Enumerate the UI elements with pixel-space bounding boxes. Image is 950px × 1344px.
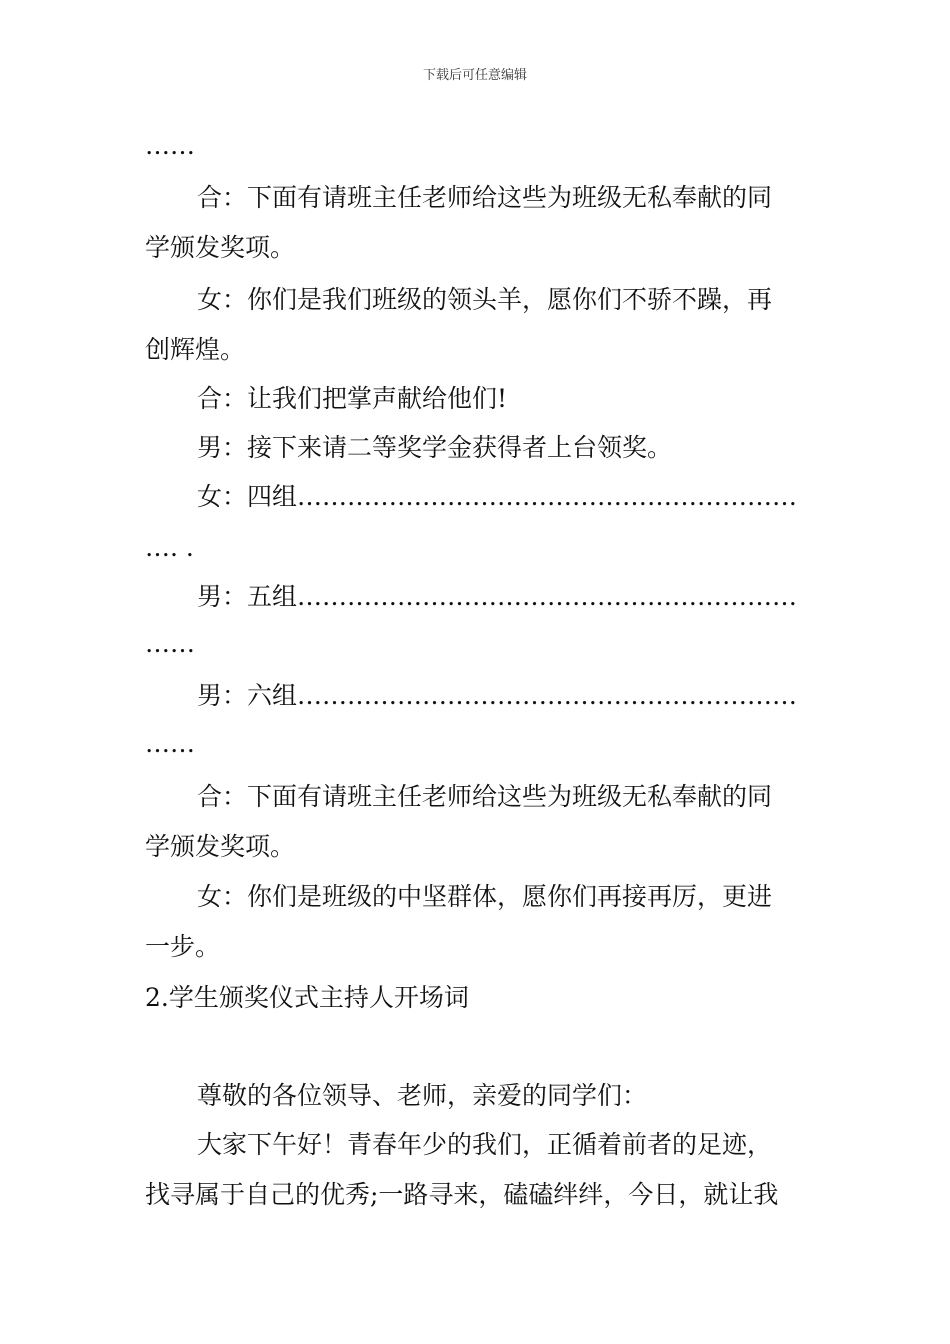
text-line: 学颁发奖项。	[145, 832, 296, 861]
text-line: 大家下午好！青春年少的我们，正循着前者的足迹，	[197, 1130, 773, 1159]
text-line: 学颁发奖项。	[145, 233, 296, 262]
text-line: 男：六组……………………………………………………	[197, 681, 798, 710]
text-line: 女：你们是班级的中坚群体，愿你们再接再厉，更进	[197, 882, 773, 911]
text-line: …. .	[145, 533, 194, 562]
section-heading: 2.学生颁奖仪式主持人开场词	[145, 983, 469, 1012]
text-line: 女：你们是我们班级的领头羊，愿你们不骄不躁，再	[197, 285, 773, 314]
text-line: 创辉煌。	[145, 335, 246, 364]
text-line: ……	[145, 729, 195, 758]
text-line: 女：四组……………………………………………………	[197, 482, 798, 511]
text-line: ……	[145, 131, 195, 160]
text-line: 男：五组……………………………………………………	[197, 582, 798, 611]
text-line: 合：让我们把掌声献给他们!	[197, 384, 508, 413]
text-line: 合：下面有请班主任老师给这些为班级无私奉献的同	[197, 183, 773, 212]
text-line: 一步。	[145, 932, 221, 961]
text-line: ……	[145, 629, 195, 658]
text-line: 男：接下来请二等奖学金获得者上台领奖。	[197, 433, 673, 462]
text-line: 找寻属于自己的优秀;一路寻来，磕磕绊绊，今日，就让我	[145, 1180, 779, 1209]
text-line: 尊敬的各位领导、老师，亲爱的同学们：	[197, 1081, 648, 1110]
page-header: 下载后可任意编辑	[422, 68, 527, 83]
text-line: 合：下面有请班主任老师给这些为班级无私奉献的同	[197, 782, 773, 811]
